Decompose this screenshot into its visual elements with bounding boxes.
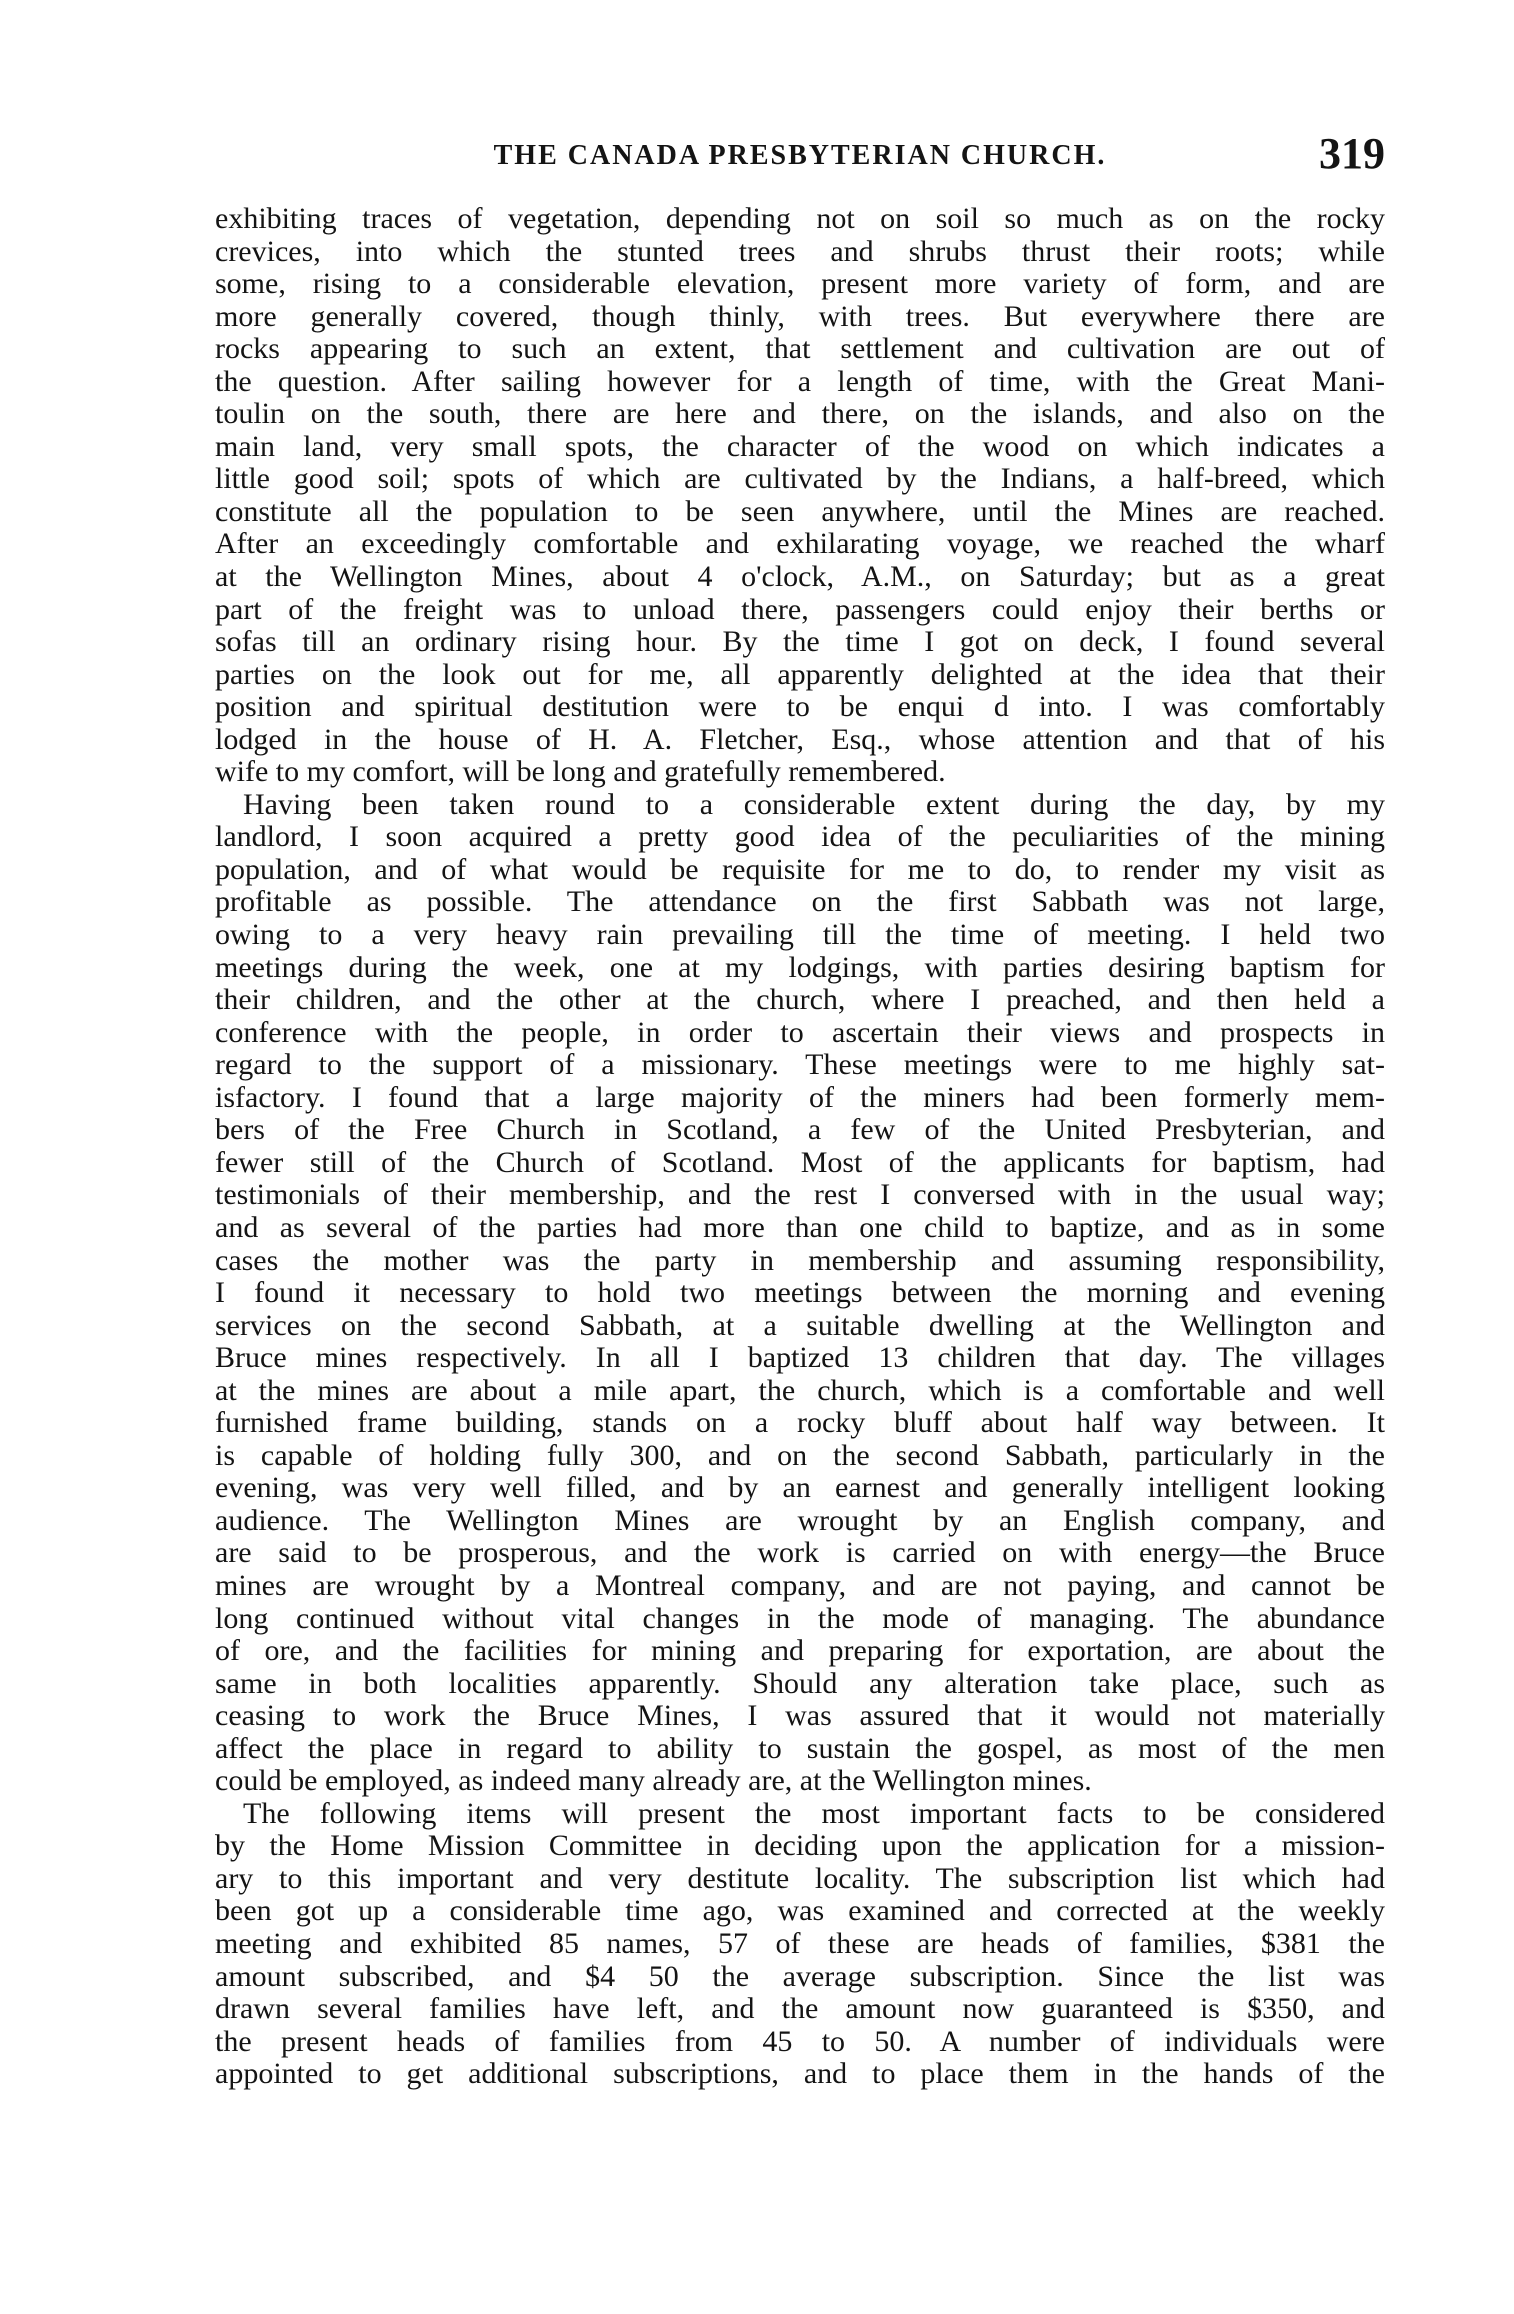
text-line: testimonials of their membership, and the rest I conversed with in the usual way; [215, 1179, 1385, 1212]
text-line: same in both localities apparently. Should any alteration take place, such as [215, 1667, 1385, 1700]
text-line: owing to a very heavy rain prevailing till the time of meeting. I held two [215, 919, 1385, 952]
text-line: is capable of holding fully 300, and on the second Sabbath, particularly in the [215, 1439, 1385, 1472]
text-line: drawn several families have left, and the amount now guaranteed is $350, and [215, 1993, 1385, 2026]
text-line: the present heads of families from 45 to 50. A number of individuals were [215, 2025, 1385, 2058]
text-line: The following items will present the most important facts to be considered [243, 1797, 1385, 1830]
text-line: amount subscribed, and $4 50 the average subscription. Since the list was [215, 1960, 1385, 1993]
text-line: After an exceedingly comfortable and exhilarating voyage, we reached the wharf [215, 528, 1385, 561]
text-line: bers of the Free Church in Scotland, a few of the United Presbyterian, and [215, 1114, 1385, 1147]
text-line: rocks appearing to such an extent, that settlement and cultivation are out of [215, 333, 1385, 366]
text-line: meeting and exhibited 85 names, 57 of these are heads of families, $381 the [215, 1927, 1385, 1960]
text-line: audience. The Wellington Mines are wrought by an English company, and [215, 1504, 1385, 1537]
text-line: part of the freight was to unload there, passengers could enjoy their berths or [215, 593, 1385, 626]
text-line: appointed to get additional subscriptions, and to place them in the hands of the [215, 2058, 1385, 2091]
running-head [215, 128, 1385, 188]
text-line: main land, very small spots, the character of the wood on which indicates a [215, 430, 1385, 463]
text-line: crevices, into which the stunted trees and shrubs thrust their roots; while [215, 235, 1385, 268]
text-line: lodged in the house of H. A. Fletcher, Esq., whose attention and that of his [215, 723, 1385, 756]
text-line: more generally covered, though thinly, with trees. But everywhere there are [215, 300, 1385, 333]
text-line: toulin on the south, there are here and there, on the islands, and also on the [215, 398, 1385, 431]
text-line: exhibiting traces of vegetation, depending not on soil so much as on the rocky [215, 203, 1385, 235]
text-line: mines are wrought by a Montreal company, and are not paying, and cannot be [215, 1569, 1385, 1602]
text-line: are said to be prosperous, and the work is carried on with energy—the Bruce [215, 1537, 1385, 1570]
text-line: of ore, and the facilities for mining and preparing for exportation, are about the [215, 1635, 1385, 1668]
page-number: 319 [1319, 129, 1385, 178]
text-line: services on the second Sabbath, at a suitable dwelling at the Wellington and [215, 1309, 1385, 1342]
text-line: meetings during the week, one at my lodgings, with parties desiring baptism for [215, 951, 1385, 984]
text-line: ceasing to work the Bruce Mines, I was assured that it would not materially [215, 1700, 1385, 1733]
text-line: Having been taken round to a considerable extent during the day, by my [243, 788, 1385, 821]
text-line: conference with the people, in order to ascertain their views and prospects in [215, 1016, 1385, 1049]
text-line: at the Wellington Mines, about 4 o'clock, A.M., on Saturday; but as a great [215, 561, 1385, 594]
text-line: population, and of what would be requisite for me to do, to render my visit as [215, 853, 1385, 886]
text-line: Bruce mines respectively. In all I baptized 13 children that day. The villages [215, 1342, 1385, 1375]
text-line: the question. After sailing however for a length of time, with the Great Mani- [215, 365, 1385, 398]
body-text [215, 203, 1385, 2091]
text-line: profitable as possible. The attendance on the first Sabbath was not large, [215, 886, 1385, 919]
text-line: position and spiritual destitution were to be enqui d into. I was comfortably [215, 691, 1385, 724]
text-line: their children, and the other at the church, where I preached, and then held a [215, 984, 1385, 1017]
text-line: furnished frame building, stands on a rocky bluff about half way between. It [215, 1407, 1385, 1440]
text-line: ary to this important and very destitute locality. The subscription list which had [215, 1862, 1385, 1895]
text-line: at the mines are about a mile apart, the church, which is a comfortable and well [215, 1374, 1385, 1407]
text-line: fewer still of the Church of Scotland. Most of the applicants for baptism, had [215, 1146, 1385, 1179]
text-line: been got up a considerable time ago, was examined and corrected at the weekly [215, 1895, 1385, 1928]
text-line: could be employed, as indeed many already are, at the Wellington mines. [215, 1765, 1092, 1798]
text-line: cases the mother was the party in membership and assuming responsibility, [215, 1244, 1385, 1277]
text-line: wife to my comfort, will be long and gratefully remembered. [215, 756, 946, 789]
text-line: isfactory. I found that a large majority of the miners had been formerly mem- [215, 1081, 1385, 1114]
text-line: landlord, I soon acquired a pretty good idea of the peculiarities of the mining [215, 821, 1385, 854]
running-title: THE CANADA PRESBYTERIAN CHURCH. [493, 140, 1107, 171]
text-line: evening, was very well filled, and by an earnest and generally intelligent looking [215, 1472, 1385, 1505]
text-line: I found it necessary to hold two meetings between the morning and evening [215, 1277, 1385, 1310]
text-line: affect the place in regard to ability to sustain the gospel, as most of the men [215, 1732, 1385, 1765]
text-line: and as several of the parties had more than one child to baptize, and as in some [215, 1211, 1385, 1244]
text-line: little good soil; spots of which are cultivated by the Indians, a half-breed, which [215, 463, 1385, 496]
text-line: constitute all the population to be seen anywhere, until the Mines are reached. [215, 495, 1385, 528]
text-line: long continued without vital changes in the mode of managing. The abundance [215, 1602, 1385, 1635]
text-line: parties on the look out for me, all apparently delighted at the idea that their [215, 658, 1385, 691]
text-line: sofas till an ordinary rising hour. By the time I got on deck, I found several [215, 626, 1385, 659]
text-line: some, rising to a considerable elevation, present more variety of form, and are [215, 268, 1385, 301]
text-line: regard to the support of a missionary. These meetings were to me highly sat- [215, 1049, 1385, 1082]
text-line: by the Home Mission Committee in deciding upon the application for a mission- [215, 1830, 1385, 1863]
